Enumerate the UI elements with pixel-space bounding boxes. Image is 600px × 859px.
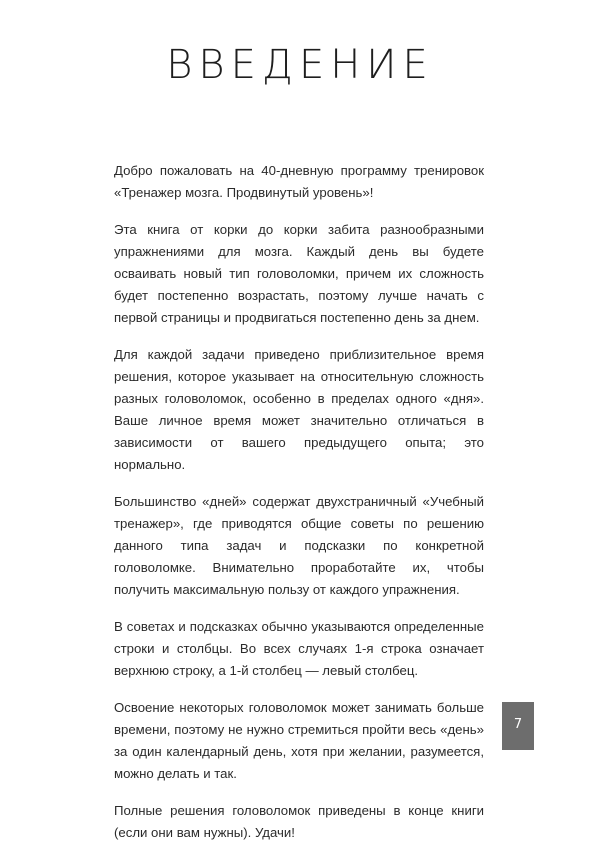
paragraph-rows-columns: В советах и подсказках обычно указываются определенные строки и столбцы. Во всех случаях 1-я строка означает верхнюю строку, а 1-й столбец — левый столбец. — [114, 619, 484, 678]
paragraph-solutions: Полные решения головоломок приведены в конце книги (если они вам нужны). Удачи! — [114, 803, 484, 840]
paragraph-book-content: Эта книга от корки до корки забита разнообразными упражнениями для мозга. Каждый день вы будете осваивать новый тип головоломки, причем их сложность будет постепенно возрастать, поэтому лучше начать с первой страницы и продвигаться постепенно день за днем. — [114, 222, 484, 325]
body-text — [114, 160, 484, 859]
page-title: ВВЕДЕНИЕ — [166, 42, 434, 88]
paragraph-trainer: Большинство «дней» содержат двухстраничный «Учебный тренажер», где приводятся общие советы по решению данного типа задач и подсказки по конкретной головоломке. Внимательно проработайте их, чтобы получить максимальную пользу от каждого упражнения. — [114, 494, 484, 597]
page-number: 7 — [513, 716, 523, 732]
paragraph-pacing: Освоение некоторых головоломок может занимать больше времени, поэтому не нужно стремиться пройти весь «день» за один календарный день, хотя при желании, разумеется, можно делать и так. — [114, 700, 484, 781]
paragraph-welcome: Добро пожаловать на 40-дневную программу тренировок «Тренажер мозга. Продвинутый уровень»! — [114, 163, 484, 200]
page-number-tab — [502, 702, 534, 750]
paragraph-time-estimate: Для каждой задачи приведено приблизительное время решения, которое указывает на относительную сложность разных головоломок, особенно в пределах одного «дня». Ваше личное время может значительно отличаться в зависимости от вашего предыдущего опыта; это нормально. — [114, 347, 484, 472]
